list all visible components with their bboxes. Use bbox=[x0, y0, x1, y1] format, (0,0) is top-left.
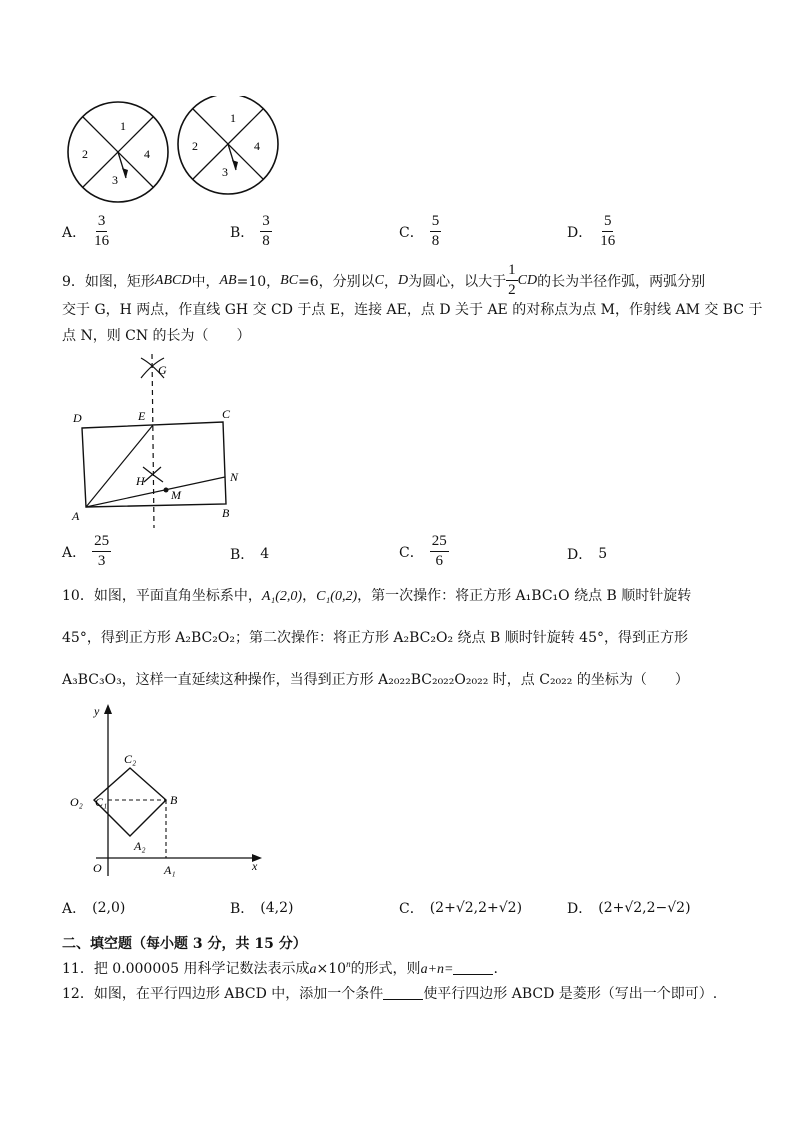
q12-answer-blank[interactable] bbox=[383, 987, 423, 1000]
label-A: A bbox=[72, 509, 80, 523]
label-G: G bbox=[158, 363, 167, 377]
q10-line3: A₃BC₃O₃，这样一直延续这种操作，当得到正方形 A₂₀₂₂BC₂₀₂₂O₂₀₂₂ 时，点 C₂₀₂₂ 的坐标为（ ） bbox=[62, 672, 689, 688]
sector-label: 1 bbox=[120, 119, 126, 133]
sector-label: 3 bbox=[112, 173, 118, 187]
q9-figure bbox=[66, 350, 256, 530]
label-E: E bbox=[138, 409, 146, 423]
q10-line1: 10．如图，平面直角坐标系中，A₁(2,0)，C₁(0,2)，第一次操作：将正方形 A₁BC₁O 绕点 B 顺时针旋转 bbox=[62, 588, 692, 604]
sector-label: 4 bbox=[254, 139, 260, 153]
label-x: x bbox=[252, 859, 258, 873]
q9-option-b: B． 4 bbox=[230, 546, 270, 563]
q10-option-c: C． (2+√2,2+√2) bbox=[399, 900, 523, 917]
q10-option-a: A． (2,0) bbox=[62, 900, 126, 917]
label-D: D bbox=[73, 411, 82, 425]
q12: 12．如图，在平行四边形 ABCD 中，添加一个条件 使平行四边形 ABCD 是菱形（写出一个即可）. bbox=[62, 986, 718, 1002]
q9-option-d: D． 5 bbox=[567, 546, 608, 563]
sector-label: 1 bbox=[230, 111, 236, 125]
section-title: 二、填空题（每小题 3 分，共 15 分） bbox=[62, 936, 307, 952]
label-y: y bbox=[94, 704, 100, 718]
label-O2: O₂ bbox=[70, 795, 83, 809]
label-C: C bbox=[222, 407, 231, 421]
q9-option-a: A． $\frac{25}{3}$ bbox=[62, 533, 110, 569]
q9-line1: 9．如图，矩形 ABCD 中， AB =10， BC =6，分别以 C ， D 为圆心，以大于 $\frac{1}{2}$ CD 的长为半径作弧，两弧分别 bbox=[62, 262, 706, 298]
spinner-figures bbox=[66, 96, 286, 204]
sector-label: 2 bbox=[192, 139, 198, 153]
q9-line3: 点 N，则 CN 的长为（ ） bbox=[62, 328, 251, 344]
spinner-right bbox=[178, 96, 278, 194]
q9-line2: 交于 G，H 两点，作直线 GH 交 CD 于点 E，连接 AE，点 D 关于 AE 的对称点为点 M，作射线 AM 交 BC 于 bbox=[62, 302, 763, 318]
q8-option-b: B． $\frac{3}{8}$ bbox=[230, 213, 270, 249]
label-B: B bbox=[170, 793, 178, 807]
label-B: B bbox=[222, 506, 230, 520]
q8-option-a: A． $\frac{3}{16}$ bbox=[62, 213, 110, 249]
sector-label: 4 bbox=[144, 147, 150, 161]
label-O: O bbox=[93, 861, 102, 875]
q10-option-b: B． (4,2) bbox=[230, 900, 294, 917]
label-C2: C₂ bbox=[124, 752, 137, 766]
sector-label: 3 bbox=[222, 165, 228, 179]
q8-option-c: C． $\frac{5}{8}$ bbox=[399, 213, 440, 249]
label-C1: C₁ bbox=[95, 795, 108, 809]
spinner-left bbox=[68, 102, 168, 202]
label-M: M bbox=[171, 488, 181, 502]
q9-option-c: C． $\frac{25}{6}$ bbox=[399, 533, 447, 569]
q10-figure bbox=[66, 700, 266, 880]
q11-answer-blank[interactable] bbox=[453, 962, 493, 975]
label-A2: A₂ bbox=[134, 839, 146, 853]
label-H: H bbox=[136, 474, 145, 488]
q10-line2: 45°，得到正方形 A₂BC₂O₂；第二次操作：将正方形 A₂BC₂O₂ 绕点 B 顺时针旋转 45°，得到正方形 bbox=[62, 630, 688, 646]
q11: 11．把 0.000005 用科学记数法表示成$a\times 10^n$的形式，则a+n= . bbox=[62, 959, 498, 977]
q10-option-d: D． (2+√2,2−√2) bbox=[567, 900, 691, 917]
sector-label: 2 bbox=[82, 147, 88, 161]
label-A1: A₁ bbox=[164, 863, 176, 877]
q8-option-d: D． $\frac{5}{16}$ bbox=[567, 213, 616, 249]
label-N: N bbox=[230, 470, 239, 484]
